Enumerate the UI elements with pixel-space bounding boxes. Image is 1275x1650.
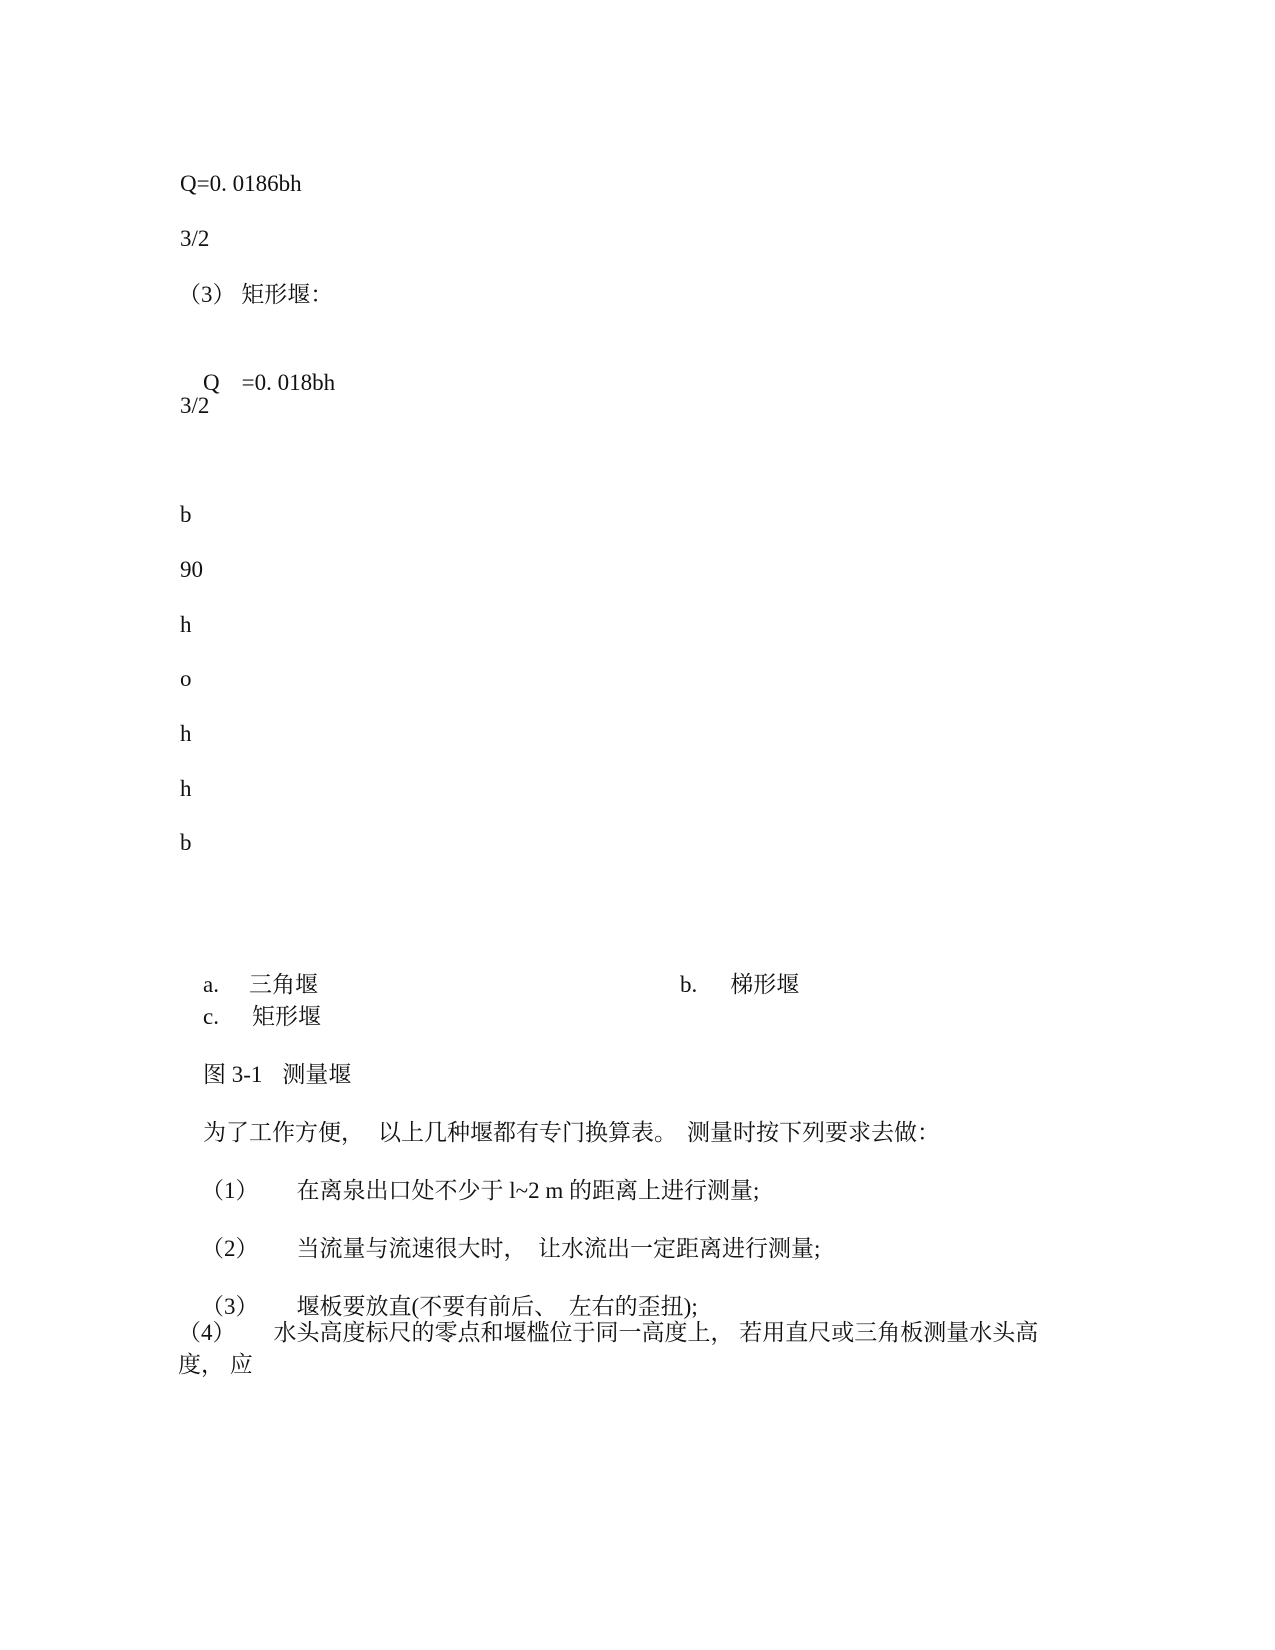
intro-part-3: 测量时按下列要求去做： bbox=[687, 1120, 940, 1145]
intro-part-2: 以上几种堰都有专门换算表。 bbox=[378, 1120, 677, 1145]
subcaption-a-text: 三角堰 bbox=[248, 972, 318, 997]
figure-label-b-top: b bbox=[180, 502, 192, 527]
item-text: 水头高度标尺的零点和堰槛位于同一高度上， 若用直尺或三角板测量水头高度， 应 bbox=[178, 1320, 1039, 1377]
subcaption-a-marker: a. bbox=[203, 972, 219, 997]
item-number: （2） bbox=[201, 1236, 259, 1261]
figure-label-h-1: h bbox=[180, 612, 192, 637]
trapezoid-formula-exponent: 3/2 bbox=[180, 226, 210, 251]
formula-q: Q bbox=[203, 370, 220, 395]
requirement-item-4 bbox=[178, 1317, 1058, 1381]
item-number: （4） bbox=[178, 1320, 236, 1345]
intro-part-1: 为了工作方便， bbox=[203, 1120, 364, 1145]
item-text: 在离泉出口处不少于 l~2 m 的距离上进行测量; bbox=[296, 1178, 760, 1203]
figure-label-b-bottom: b bbox=[180, 830, 192, 855]
rectangular-weir-heading: （3） 矩形堰： bbox=[178, 282, 334, 307]
subcaption-c-marker: c. bbox=[203, 1004, 219, 1029]
item-text: 堰板要放直(不要有前后、 左右的歪扭); bbox=[296, 1294, 698, 1319]
figure-label-angle-90: 90 bbox=[180, 557, 203, 582]
subcaption-b bbox=[657, 937, 799, 1033]
subcaption-b-marker: b. bbox=[680, 972, 698, 997]
formula-rest: =0. 018bh bbox=[241, 370, 336, 395]
item-number: （3） bbox=[201, 1294, 259, 1319]
figure-label-h-2: h bbox=[180, 721, 192, 746]
rectangular-formula-exponent: 3/2 bbox=[180, 393, 210, 418]
item-text: 当流量与流速很大时， 让水流出一定距离进行测量; bbox=[296, 1236, 821, 1261]
figure-label-h-3: h bbox=[180, 776, 192, 801]
figure-title: 测量堰 bbox=[282, 1062, 352, 1087]
figure-number: 图 3-1 bbox=[203, 1062, 263, 1087]
item-number: （1） bbox=[201, 1178, 259, 1203]
trapezoid-weir-formula: Q=0. 0186bh bbox=[180, 171, 302, 196]
subcaption-b-text: 梯形堰 bbox=[730, 972, 800, 997]
figure-label-degree-o: o bbox=[180, 666, 192, 691]
subcaption-c-text: 矩形堰 bbox=[251, 1004, 321, 1029]
